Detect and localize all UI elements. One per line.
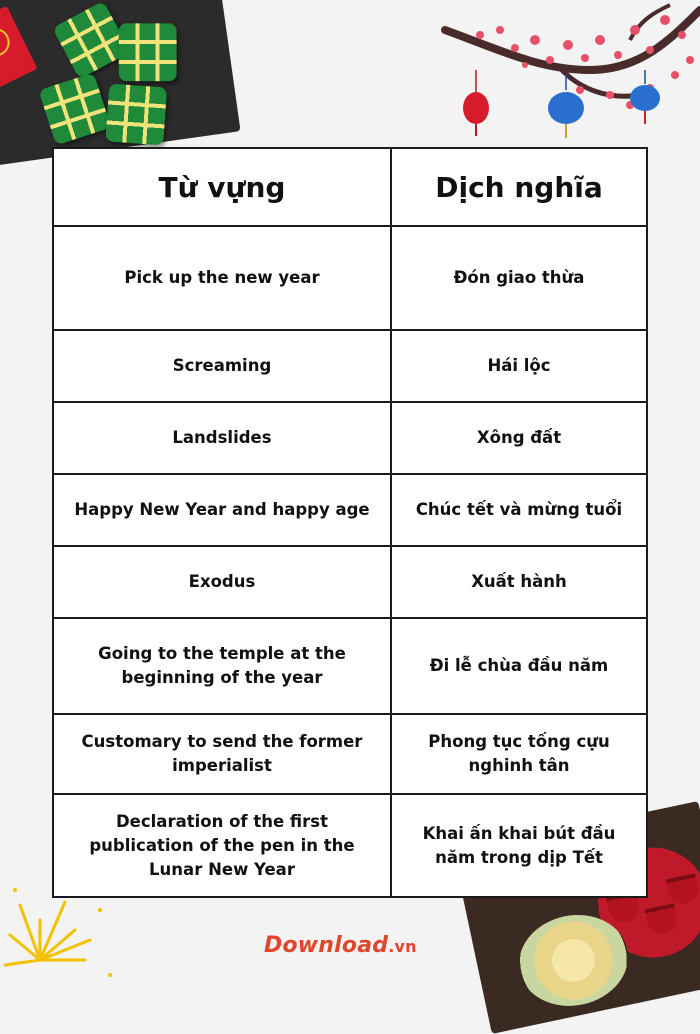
vocab-cell: Going to the temple at the beginning of the year: [53, 618, 391, 714]
translation-cell: Xông đất: [391, 402, 647, 474]
download-vn-logo: [264, 933, 417, 958]
translation-cell: Phong tục tống cựu nghinh tân: [391, 714, 647, 794]
translation-cell: Chúc tết và mừng tuổi: [391, 474, 647, 546]
translation-cell: Hái lộc: [391, 330, 647, 402]
vocab-cell: Happy New Year and happy age: [53, 474, 391, 546]
logo-suffix: .vn: [388, 937, 417, 956]
translation-cell: Đón giao thừa: [391, 226, 647, 330]
vocabulary-table: [52, 147, 648, 898]
table-header-row: [53, 148, 647, 226]
cherry-blossom-icon: [440, 0, 700, 150]
table-row: [53, 402, 647, 474]
translation-cell: Đi lễ chùa đầu năm: [391, 618, 647, 714]
vocab-cell: Declaration of the first publication of the pen in the Lunar New Year: [53, 794, 391, 897]
vocab-cell: Pick up the new year: [53, 226, 391, 330]
red-envelope-icon: [0, 6, 37, 93]
table-row: [53, 794, 647, 897]
table-row: [53, 474, 647, 546]
table-row: [53, 618, 647, 714]
logo-text: Download: [264, 933, 389, 958]
tea-cup-icon: [644, 903, 679, 937]
banh-chung-icon: [38, 72, 111, 145]
table-row: [53, 330, 647, 402]
table-row: [53, 546, 647, 618]
banh-chung-icon: [105, 83, 167, 145]
table-row: [53, 714, 647, 794]
lantern-icon: [463, 70, 489, 136]
translation-cell: Xuất hành: [391, 546, 647, 618]
vocab-cell: Landslides: [53, 402, 391, 474]
translation-cell: Khai ấn khai bút đầu năm trong dịp Tết: [391, 794, 647, 897]
table-row: [53, 226, 647, 330]
header-translation: Dịch nghĩa: [391, 148, 647, 226]
vocab-cell: Exodus: [53, 546, 391, 618]
vocab-cell: Screaming: [53, 330, 391, 402]
header-vocabulary: Từ vựng: [53, 148, 391, 226]
banh-chung-icon: [119, 23, 177, 81]
banh-chung-photo: [0, 0, 241, 167]
vocab-cell: Customary to send the former imperialist: [53, 714, 391, 794]
tea-cup-icon: [666, 873, 700, 907]
